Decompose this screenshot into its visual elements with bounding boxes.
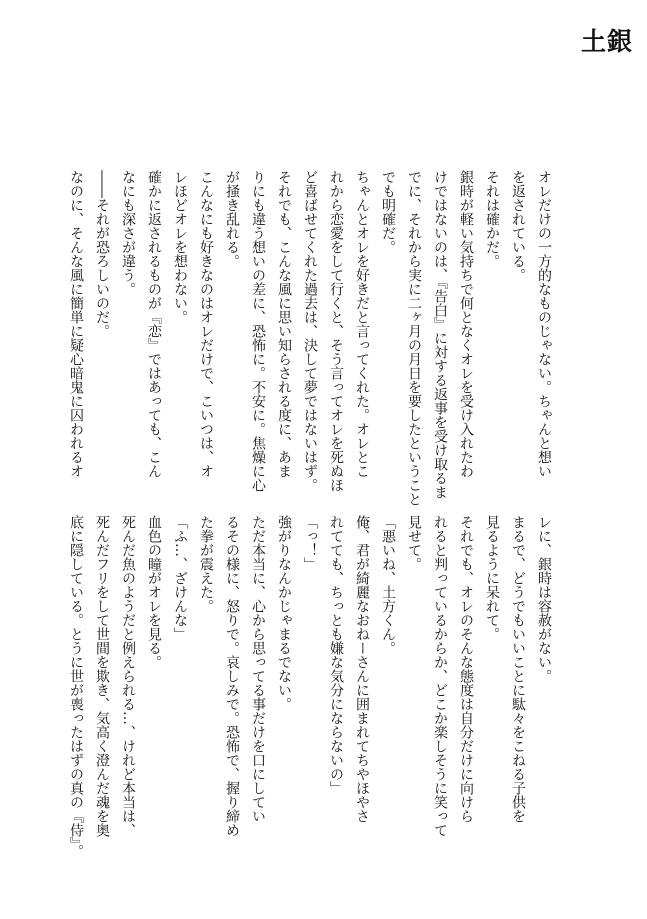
text-line: 見せて。 [406, 515, 422, 571]
page-title: 土銀 [580, 27, 633, 56]
text-block-bottom [68, 515, 557, 858]
text-line: ど喜ばせてくれた過去は、決して夢ではないはず。 [302, 170, 318, 492]
text-line: 底に隠している。とうに世が喪ったはずの真の『侍』。 [68, 515, 84, 858]
text-line: それでも、こんな風に思い知らされる度に、あま [276, 170, 292, 478]
text-line: まるで、どうでもいいことに駄々をこねる子供を [510, 515, 526, 823]
text-block-top [68, 170, 557, 506]
text-line: なにも深さが違う。 [120, 170, 136, 296]
text-line: が掻き乱れる。 [224, 170, 240, 268]
text-line: れると判っているからか、どこか楽しそうに笑って [432, 515, 448, 837]
text-line: けではないのは、『告白』に対する返事を受け取るま [432, 170, 448, 499]
text-line: 確かに返されるものが『恋』ではあっても、こん [146, 170, 162, 478]
text-line: なのに、そんな風に簡単に疑心暗鬼に囚われるオ [68, 170, 84, 478]
text-line: 血色の瞳がオレを見る。 [146, 515, 162, 669]
text-line: るその様に、怒りで。哀しみで。恐怖で、握り締め [224, 515, 240, 837]
text-line: ――それが恐ろしいのだ。 [94, 170, 110, 338]
text-line: オレだけの一方的なものじゃない。ちゃんと想い [536, 170, 552, 478]
text-line: でも明確だ。 [380, 170, 396, 254]
text-line: レほどオレを想わない。 [172, 170, 188, 324]
text-line: レに、銀時は容赦がない。 [536, 515, 552, 683]
text-line: れてても、ちっとも嫌な気分にならないの」 [328, 515, 344, 795]
text-line: 死んだ魚のようだと例えられる…、けれど本当は、 [120, 515, 136, 837]
text-line: それは確かだ。 [484, 170, 500, 268]
text-line: 俺、君が綺麗なおねーさんに囲まれてちやほやさ [354, 515, 370, 823]
text-line: れから恋愛をして行くと、そう言ってオレを死ぬほ [328, 170, 344, 492]
text-line: た拳が震えた。 [198, 515, 214, 613]
text-line: それでも、オレのそんな態度は自分だけに向けら [458, 515, 474, 823]
text-line: こんなにも好きなのはオレだけで、こいつは、オ [198, 170, 214, 478]
text-line: ただ本当に、心から思ってる事だけを口にしてい [250, 515, 266, 823]
text-line: 死んだフリをして世間を欺き、気高く澄んだ魂を奥 [94, 515, 110, 837]
text-line: 銀時が軽い気持ちで何となくオレを受け入れたわ [458, 170, 474, 478]
text-line: 「悪いね、土方くん。 [380, 515, 396, 655]
text-line: 強がりなんかじゃまるでない。 [276, 515, 292, 711]
text-line: 「っ！」 [302, 515, 318, 571]
text-line: りにも違う想いの差に、恐怖に。不安に。焦燥に心 [250, 170, 266, 492]
text-line: 「ふ…、ざけんな」 [172, 515, 188, 641]
text-line: を返されている。 [510, 170, 526, 282]
text-line: でに、それから実に二ヶ月の月日を要したということ [406, 170, 422, 506]
text-line: ちゃんとオレを好きだと言ってくれた。オレとこ [354, 170, 370, 478]
text-line: 見るように呆れて。 [484, 515, 500, 641]
